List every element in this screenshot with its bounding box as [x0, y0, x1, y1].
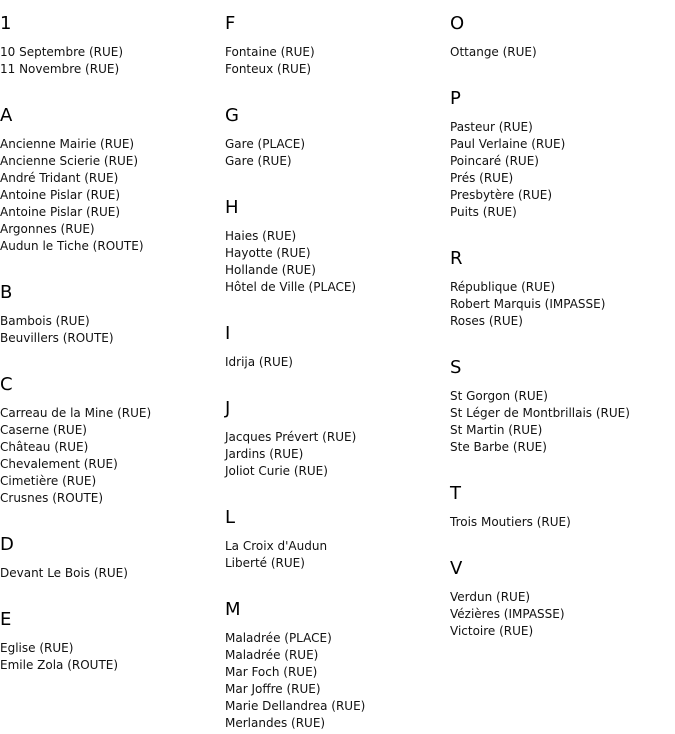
street-name-item: André Tridant (RUE) — [0, 171, 119, 185]
street-list — [450, 380, 675, 470]
street-name-item: 11 Novembre (RUE) — [0, 62, 120, 76]
letter-group — [450, 470, 675, 545]
street-index-column-1 — [0, 0, 225, 688]
group-letter-heading: C — [0, 374, 13, 395]
group-letter-heading: R — [450, 248, 463, 269]
street-list — [450, 271, 675, 344]
street-name-item: Antoine Pislar (RUE) — [0, 205, 121, 219]
group-letter-heading: A — [0, 105, 13, 126]
street-list — [0, 305, 225, 361]
street-name-item: Cimetière (RUE) — [0, 474, 97, 488]
street-name-item: Devant Le Bois (RUE) — [0, 566, 128, 580]
street-list — [0, 36, 225, 92]
street-name-item: Jacques Prévert (RUE) — [225, 430, 357, 444]
street-name-item: Trois Moutiers (RUE) — [450, 515, 571, 529]
street-name-item: Chevalement (RUE) — [0, 457, 118, 471]
street-list — [225, 622, 450, 734]
street-index-column-3 — [450, 0, 675, 654]
street-name-item: Verdun (RUE) — [450, 590, 531, 604]
group-letter-heading: M — [225, 599, 241, 620]
street-name-item: Vézières (IMPASSE) — [450, 607, 565, 621]
street-list — [225, 220, 450, 310]
street-name-item: Antoine Pislar (RUE) — [0, 188, 121, 202]
street-list — [0, 128, 225, 269]
street-name-item: Poincaré (RUE) — [450, 154, 539, 168]
street-list — [225, 36, 450, 92]
street-list — [0, 397, 225, 521]
street-list — [0, 557, 225, 596]
letter-group — [0, 0, 225, 92]
group-letter-heading: P — [450, 88, 461, 109]
letter-group — [225, 184, 450, 310]
street-name-item: Roses (RUE) — [450, 314, 523, 328]
street-name-item: Eglise (RUE) — [0, 641, 74, 655]
street-name-item: Gare (RUE) — [225, 154, 292, 168]
letter-group — [450, 75, 675, 235]
street-name-item: Mar Joffre (RUE) — [225, 682, 321, 696]
street-name-item: Merlandes (RUE) — [225, 716, 326, 730]
letter-group — [0, 596, 225, 688]
group-letter-heading: I — [225, 323, 231, 344]
group-letter-heading: 1 — [0, 13, 12, 34]
street-name-item: Carreau de la Mine (RUE) — [0, 406, 152, 420]
group-letter-heading: L — [225, 507, 236, 528]
group-letter-heading: T — [450, 483, 461, 504]
street-name-item: St Gorgon (RUE) — [450, 389, 548, 403]
letter-group — [0, 269, 225, 361]
street-list — [450, 506, 675, 545]
street-name-item: Hôtel de Ville (PLACE) — [225, 280, 357, 294]
letter-group — [225, 494, 450, 586]
street-name-item: Fonteux (RUE) — [225, 62, 312, 76]
street-name-item: Jardins (RUE) — [225, 447, 304, 461]
group-letter-heading: S — [450, 357, 462, 378]
street-name-item: La Croix d'Audun — [225, 539, 328, 553]
street-list — [225, 421, 450, 494]
group-letter-heading: J — [225, 398, 231, 419]
street-name-item: Marie Dellandrea (RUE) — [225, 699, 366, 713]
street-name-item: Maladrée (PLACE) — [225, 631, 332, 645]
letter-group — [450, 545, 675, 654]
letter-group — [225, 310, 450, 385]
letter-group — [0, 92, 225, 269]
street-name-item: 10 Septembre (RUE) — [0, 45, 124, 59]
street-name-item: Emile Zola (ROUTE) — [0, 658, 119, 672]
group-letter-heading: D — [0, 534, 14, 555]
street-name-item: Gare (PLACE) — [225, 137, 306, 151]
group-letter-heading: F — [225, 13, 236, 34]
street-name-item: Victoire (RUE) — [450, 624, 534, 638]
street-name-item: Caserne (RUE) — [0, 423, 87, 437]
street-name-item: Puits (RUE) — [450, 205, 517, 219]
street-name-item: Haies (RUE) — [225, 229, 297, 243]
street-name-item: Ancienne Scierie (RUE) — [0, 154, 138, 168]
street-name-item: Beuvillers (ROUTE) — [0, 331, 114, 345]
group-letter-heading: E — [0, 609, 12, 630]
letter-group — [450, 235, 675, 344]
street-name-item: Paul Verlaine (RUE) — [450, 137, 566, 151]
street-name-item: Château (RUE) — [0, 440, 89, 454]
street-name-item: Maladrée (RUE) — [225, 648, 319, 662]
street-name-item: Idrija (RUE) — [225, 355, 293, 369]
street-name-item: St Martin (RUE) — [450, 423, 543, 437]
street-name-item: Mar Foch (RUE) — [225, 665, 318, 679]
letter-group — [225, 385, 450, 494]
street-name-item: Bambois (RUE) — [0, 314, 90, 328]
group-letter-heading: O — [450, 13, 465, 34]
letter-group — [225, 0, 450, 92]
street-name-item: Robert Marquis (IMPASSE) — [450, 297, 606, 311]
group-letter-heading: B — [0, 282, 13, 303]
letter-group — [450, 344, 675, 470]
street-name-item: St Léger de Montbrillais (RUE) — [450, 406, 630, 420]
street-list — [450, 111, 675, 235]
street-list — [225, 346, 450, 385]
street-name-item: Hollande (RUE) — [225, 263, 316, 277]
street-name-item: Hayotte (RUE) — [225, 246, 311, 260]
street-list — [450, 36, 675, 75]
street-name-item: Ottange (RUE) — [450, 45, 537, 59]
letter-group — [0, 361, 225, 521]
street-list — [225, 128, 450, 184]
street-name-item: Pasteur (RUE) — [450, 120, 533, 134]
street-list — [450, 581, 675, 654]
street-name-item: Ancienne Mairie (RUE) — [0, 137, 135, 151]
street-name-item: Crusnes (ROUTE) — [0, 491, 104, 505]
group-letter-heading: V — [450, 558, 463, 579]
street-name-item: Liberté (RUE) — [225, 556, 305, 570]
street-list — [225, 530, 450, 586]
letter-group — [225, 586, 450, 734]
group-letter-heading: H — [225, 197, 239, 218]
street-name-item: Audun le Tiche (ROUTE) — [0, 239, 144, 253]
letter-group — [225, 92, 450, 184]
street-name-item: Joliot Curie (RUE) — [225, 464, 328, 478]
street-name-item: République (RUE) — [450, 280, 556, 294]
street-name-item: Fontaine (RUE) — [225, 45, 315, 59]
street-index-column-2 — [225, 0, 450, 734]
letter-group — [450, 0, 675, 75]
letter-group — [0, 521, 225, 596]
street-name-item: Ste Barbe (RUE) — [450, 440, 547, 454]
street-name-item: Presbytère (RUE) — [450, 188, 553, 202]
street-list — [0, 632, 225, 688]
street-name-item: Prés (RUE) — [450, 171, 514, 185]
street-name-item: Argonnes (RUE) — [0, 222, 95, 236]
group-letter-heading: G — [225, 105, 239, 126]
